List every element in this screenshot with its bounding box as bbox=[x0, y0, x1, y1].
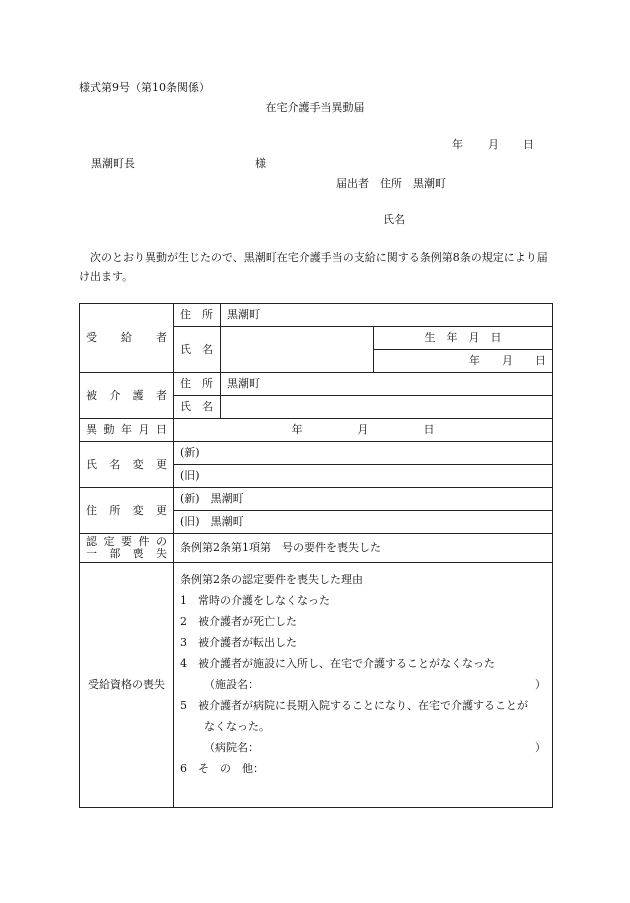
change-date-label: 異動年月日 bbox=[80, 419, 174, 442]
hospital-name-close: ） bbox=[535, 741, 546, 754]
cared-person-label: 被 介 護 者 bbox=[80, 373, 174, 419]
recipient-address-label: 住 所 bbox=[174, 304, 221, 327]
cared-name-field[interactable] bbox=[221, 396, 553, 419]
cared-address-field[interactable]: 黒潮町 bbox=[221, 373, 553, 396]
date-day-label: 日 bbox=[523, 138, 534, 151]
name-change-label: 氏 名 変 更 bbox=[80, 442, 174, 488]
addressee-suffix: 様 bbox=[255, 157, 266, 170]
reason-4[interactable]: 4 被介護者が施設に入所し、在宅で介護することがなくなった bbox=[180, 657, 495, 670]
reason-5-continued: なくなった。 bbox=[204, 720, 270, 733]
cared-name-label: 氏 名 bbox=[174, 396, 221, 419]
date-month-label: 月 bbox=[488, 138, 499, 151]
facility-name-row[interactable] bbox=[180, 674, 546, 695]
change-date-field[interactable]: 年 月 日 bbox=[174, 419, 553, 442]
facility-name-label: （施設名： bbox=[204, 678, 259, 691]
birth-date-field[interactable]: 年 月 日 bbox=[374, 350, 553, 373]
date-year-label: 年 bbox=[452, 138, 463, 151]
hospital-name-row[interactable] bbox=[180, 737, 546, 758]
hospital-name-label: （病院名： bbox=[204, 741, 259, 754]
reason-3[interactable]: 3 被介護者が転出した bbox=[180, 636, 297, 649]
form-id: 様式第9号（第10条関係） bbox=[79, 81, 210, 94]
reason-2[interactable]: 2 被介護者が死亡した bbox=[180, 615, 297, 628]
reasons-title: 条例第2条の認定要件を喪失した理由 bbox=[180, 573, 363, 586]
statement-text: 次のとおり異動が生じたので、黒潮町在宅介護手当の支給に関する条例第8条の規定により届け出ます。 bbox=[79, 251, 548, 283]
reason-1[interactable]: 1 常時の介護をしなくなった bbox=[180, 594, 330, 607]
submitter-address-label: 届出者 住所 黒潮町 bbox=[336, 177, 446, 190]
address-change-new-field[interactable]: (新) 黒潮町 bbox=[174, 488, 553, 511]
address-change-label: 住 所 変 更 bbox=[80, 488, 174, 534]
cared-address-label: 住 所 bbox=[174, 373, 221, 396]
loss-reasons bbox=[174, 563, 553, 808]
partial-loss-label bbox=[80, 534, 174, 563]
name-change-new-field[interactable]: (新) bbox=[174, 442, 553, 465]
document-title: 在宅介護手当異動届 bbox=[265, 101, 365, 114]
birth-date-label: 生 年 月 日 bbox=[374, 327, 553, 350]
recipient-name-label: 氏 名 bbox=[174, 327, 221, 373]
form-table bbox=[79, 303, 553, 808]
partial-loss-field[interactable]: 条例第2条第1項第 号の要件を喪失した bbox=[174, 534, 553, 563]
partial-loss-label-line1: 認定要件の bbox=[86, 535, 167, 548]
address-change-old-field[interactable]: (旧) 黒潮町 bbox=[174, 511, 553, 534]
submitter-name-label: 氏名 bbox=[383, 213, 405, 226]
recipient-address-field[interactable]: 黒潮町 bbox=[221, 304, 553, 327]
partial-loss-label-line2: 一 部 喪 失 bbox=[86, 547, 167, 560]
facility-name-close: ） bbox=[535, 678, 546, 691]
loss-label: 受給資格の喪失 bbox=[80, 563, 174, 808]
name-change-old-field[interactable]: (旧) bbox=[174, 465, 553, 488]
reason-6[interactable]: 6 そ の 他： bbox=[180, 762, 264, 775]
addressee: 黒潮町長 bbox=[91, 157, 135, 170]
recipient-name-field[interactable] bbox=[221, 327, 374, 373]
recipient-label: 受 給 者 bbox=[80, 304, 174, 373]
reason-5[interactable]: 5 被介護者が病院に長期入院することになり、在宅で介護することが bbox=[180, 699, 528, 712]
